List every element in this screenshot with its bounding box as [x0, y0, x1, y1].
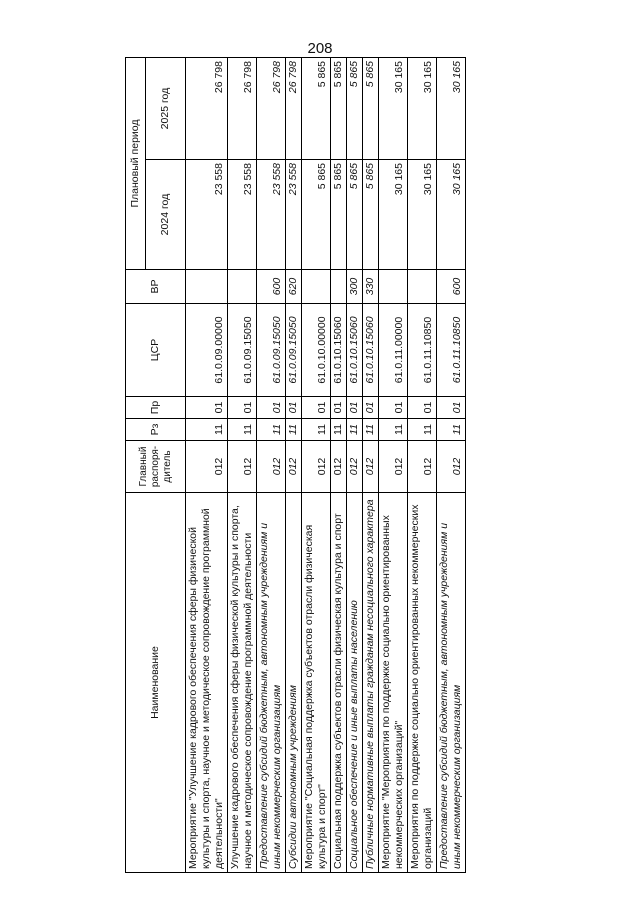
header-chief: Главный распоря-дитель [126, 441, 186, 493]
cell-name: Предоставление субсидий бюджетным, автономным учреждениям и иным некоммерческим организациям [437, 493, 466, 873]
cell-vr [379, 270, 408, 304]
cell-vr: 600 [437, 270, 466, 304]
cell-chief: 012 [228, 441, 257, 493]
cell-vr [408, 270, 437, 304]
cell-rz: 11 [302, 419, 331, 441]
header-year-2024: 2024 год [146, 160, 186, 270]
cell-rz: 11 [408, 419, 437, 441]
cell-name: Мероприятие "Улучшение кадрового обеспечения сферы физической культуры и спорта, научное и методическое сопровождение программной деятельности" [186, 493, 228, 873]
table-row [408, 58, 437, 873]
cell-pr: 01 [228, 397, 257, 419]
cell-chief: 012 [302, 441, 331, 493]
cell-pr: 01 [379, 397, 408, 419]
cell-csr: 61.0.09.15050 [286, 304, 302, 397]
cell-year-2024: 5 865 [331, 160, 347, 270]
cell-rz: 11 [347, 419, 363, 441]
cell-chief: 012 [257, 441, 286, 493]
cell-chief: 012 [331, 441, 347, 493]
cell-vr [228, 270, 257, 304]
cell-name: Субсидии автономным учреждениям [286, 493, 302, 873]
cell-name: Предоставление субсидий бюджетным, автономным учреждениям и иным некоммерческим организациям [257, 493, 286, 873]
header-rz: Рз [126, 419, 186, 441]
cell-year-2025: 5 865 [363, 58, 379, 160]
cell-csr: 61.0.10.15060 [347, 304, 363, 397]
cell-year-2025: 30 165 [379, 58, 408, 160]
cell-year-2025: 26 798 [286, 58, 302, 160]
header-vr: ВР [126, 270, 186, 304]
cell-chief: 012 [286, 441, 302, 493]
cell-pr: 01 [302, 397, 331, 419]
table-body [186, 58, 466, 873]
cell-name: Социальная поддержка субъектов отрасли физическая культура и спорт [331, 493, 347, 873]
cell-rz: 11 [331, 419, 347, 441]
cell-year-2024: 5 865 [347, 160, 363, 270]
cell-rz: 11 [286, 419, 302, 441]
header-planned-period: Плановый период [126, 58, 146, 270]
cell-name: Публичные нормативные выплаты гражданам несоциального характера [363, 493, 379, 873]
cell-year-2025: 5 865 [331, 58, 347, 160]
cell-year-2024: 5 865 [302, 160, 331, 270]
cell-year-2024: 23 558 [257, 160, 286, 270]
cell-year-2024: 23 558 [186, 160, 228, 270]
cell-rz: 11 [186, 419, 228, 441]
cell-year-2024: 30 165 [408, 160, 437, 270]
table-row [363, 58, 379, 873]
cell-year-2025: 30 165 [437, 58, 466, 160]
cell-name: Мероприятие "Социальная поддержка субъектов отрасли физическая культура и спорт" [302, 493, 331, 873]
cell-pr: 01 [437, 397, 466, 419]
table-row [302, 58, 331, 873]
cell-pr: 01 [347, 397, 363, 419]
cell-pr: 01 [257, 397, 286, 419]
table-row [347, 58, 363, 873]
table-row [379, 58, 408, 873]
cell-chief: 012 [379, 441, 408, 493]
cell-year-2024: 23 558 [228, 160, 257, 270]
cell-csr: 61.0.11.10850 [437, 304, 466, 397]
cell-name: Улучшение кадрового обеспечения сферы физической культуры и спорта, научное и методическое сопровождение программной деятельности [228, 493, 257, 873]
table-row [257, 58, 286, 873]
cell-pr: 01 [331, 397, 347, 419]
cell-csr: 61.0.09.15050 [257, 304, 286, 397]
cell-vr: 600 [257, 270, 286, 304]
cell-name: Мероприятие "Мероприятия по поддержке социально ориентированных некоммерческих организаций" [379, 493, 408, 873]
header-pr: Пр [126, 397, 186, 419]
cell-pr: 01 [363, 397, 379, 419]
header-csr: ЦСР [126, 304, 186, 397]
budget-table [125, 57, 466, 873]
cell-year-2024: 30 165 [379, 160, 408, 270]
cell-pr: 01 [286, 397, 302, 419]
cell-pr: 01 [186, 397, 228, 419]
table-row [437, 58, 466, 873]
budget-table-sheet [125, 58, 525, 873]
cell-year-2025: 26 798 [228, 58, 257, 160]
cell-name: Социальное обеспечение и иные выплаты населению [347, 493, 363, 873]
cell-year-2024: 30 165 [437, 160, 466, 270]
cell-year-2024: 23 558 [286, 160, 302, 270]
cell-chief: 012 [186, 441, 228, 493]
cell-rz: 11 [437, 419, 466, 441]
cell-year-2025: 30 165 [408, 58, 437, 160]
cell-csr: 61.0.09.15050 [228, 304, 257, 397]
cell-pr: 01 [408, 397, 437, 419]
header-year-2025: 2025 год [146, 58, 186, 160]
page-number: 208 [307, 40, 333, 57]
cell-csr: 61.0.11.10850 [408, 304, 437, 397]
header-name: Наименование [126, 493, 186, 873]
cell-chief: 012 [408, 441, 437, 493]
table-row [331, 58, 347, 873]
cell-year-2024: 5 865 [363, 160, 379, 270]
cell-chief: 012 [363, 441, 379, 493]
cell-csr: 61.0.11.00000 [379, 304, 408, 397]
cell-vr: 300 [347, 270, 363, 304]
table-row [286, 58, 302, 873]
cell-rz: 11 [379, 419, 408, 441]
cell-vr [331, 270, 347, 304]
cell-vr [186, 270, 228, 304]
cell-year-2025: 26 798 [186, 58, 228, 160]
cell-csr: 61.0.10.15060 [331, 304, 347, 397]
table-row [186, 58, 228, 873]
cell-vr [302, 270, 331, 304]
cell-rz: 11 [228, 419, 257, 441]
cell-year-2025: 5 865 [302, 58, 331, 160]
cell-year-2025: 26 798 [257, 58, 286, 160]
cell-csr: 61.0.10.15060 [363, 304, 379, 397]
table-row [228, 58, 257, 873]
cell-csr: 61.0.10.00000 [302, 304, 331, 397]
cell-vr: 620 [286, 270, 302, 304]
cell-year-2025: 5 865 [347, 58, 363, 160]
cell-rz: 11 [257, 419, 286, 441]
rotated-table-wrapper [125, 58, 525, 873]
cell-vr: 330 [363, 270, 379, 304]
cell-chief: 012 [437, 441, 466, 493]
cell-csr: 61.0.09.00000 [186, 304, 228, 397]
cell-chief: 012 [347, 441, 363, 493]
cell-rz: 11 [363, 419, 379, 441]
cell-name: Мероприятия по поддержке социально ориентированных некоммерческих организаций [408, 493, 437, 873]
